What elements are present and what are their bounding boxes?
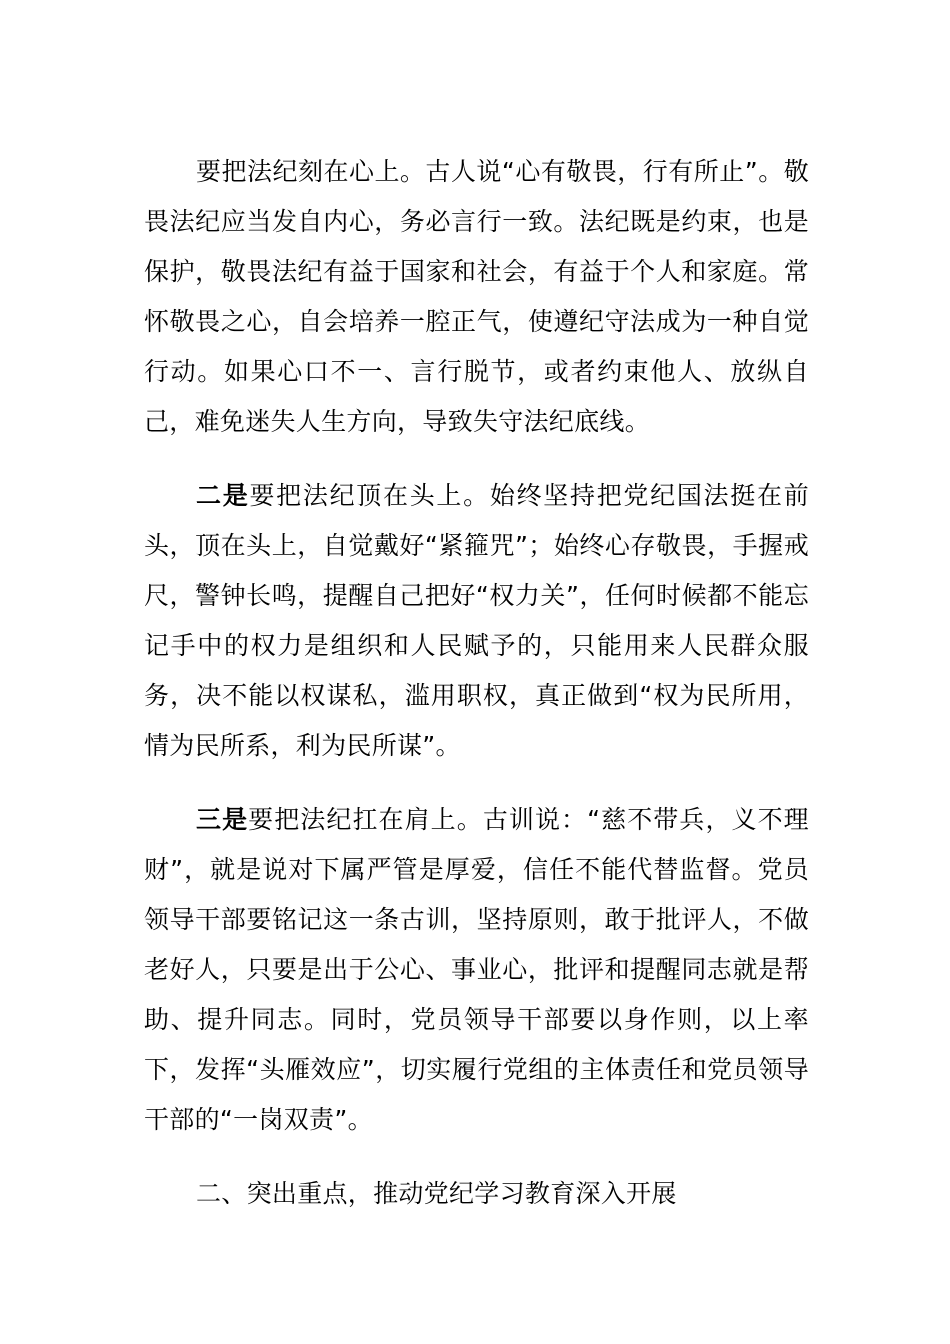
paragraph-text: 要把法纪扛在肩上。古训说：“慈不带兵，义不理财”，就是说对下属严管是厚爱，信任不能代替监督。党员领导干部要铭记这一条古训，坚持原则，敢于批评人，不做老好人，只要是出于公心、事业心，批评和提醒同志就是帮助、提升同志。同时，党员领导干部要以身作则，以上率下，发挥“头雁效应”，切实履行党组的主体责任和党员领导干部的“一岗双责”。 <box>144 805 809 1134</box>
section-heading: 二、突出重点，推动党纪学习教育深入开展 <box>196 1179 677 1208</box>
paragraph-lead: 三是 <box>196 805 249 834</box>
paragraph-text: 要把法纪顶在头上。始终坚持把党纪国法挺在前头，顶在头上，自觉戴好“紧箍咒”；始终心存敬畏，手握戒尺，警钟长鸣，提醒自己把好“权力关”，任何时候都不能忘记手中的权力是组织和人民赋予的，只能用来人民群众服务，决不能以权谋私，滥用职权，真正做到“权为民所用，情为民所系，利为民所谋”。 <box>144 481 809 760</box>
paragraph-law-on-head <box>144 471 809 771</box>
paragraph-lead: 二是 <box>196 481 250 510</box>
document-body <box>144 147 809 1219</box>
paragraph-text: 要把法纪刻在心上。古人说“心有敬畏，行有所止”。敬畏法纪应当发自内心，务必言行一致。法纪既是约束，也是保护，敬畏法纪有益于国家和社会，有益于个人和家庭。常怀敬畏之心，自会培养一腔正气，使遵纪守法成为一种自觉行动。如果心口不一、言行脱节，或者约束他人、放纵自己，难免迷失人生方向，导致失守法纪底线。 <box>144 157 809 436</box>
paragraph-law-on-shoulder <box>144 795 809 1145</box>
paragraph-law-in-heart <box>144 147 809 447</box>
